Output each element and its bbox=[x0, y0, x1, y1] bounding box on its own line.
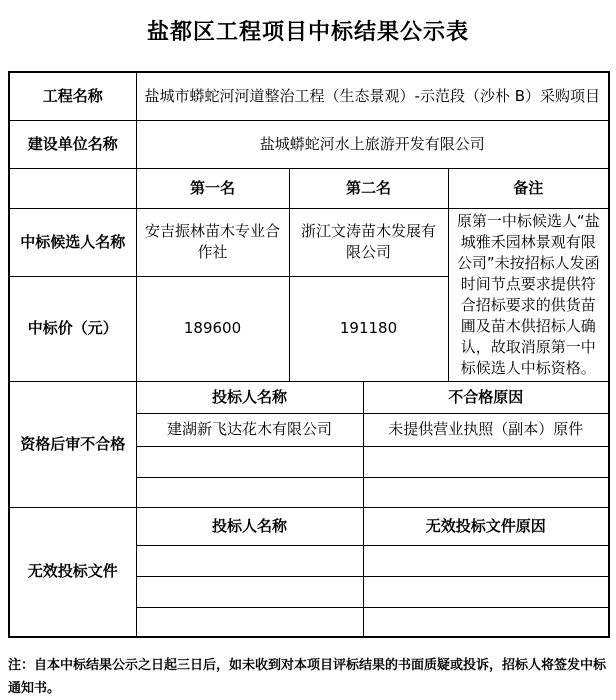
price-label: 中标价（元） bbox=[9, 276, 136, 381]
footer-note: 注：自本中标结果公示之日起三日后，如未收到对本项目评标结果的书面质疑或投诉，招标人将签发中标通知书。 bbox=[8, 658, 607, 696]
candidate-second-value: 浙江文涛苗木发展有限公司 bbox=[289, 208, 448, 276]
ib-reason-header: 无效投标文件原因 bbox=[363, 507, 609, 545]
ib-bidder-value bbox=[136, 545, 363, 576]
table-row bbox=[9, 381, 609, 413]
second-place-header: 第二名 bbox=[289, 168, 448, 208]
owner-value: 盐城蟒蛇河水上旅游开发有限公司 bbox=[136, 120, 609, 168]
ib-reason-value bbox=[363, 545, 609, 576]
first-place-header: 第一名 bbox=[136, 168, 289, 208]
ib-reason-value bbox=[363, 576, 609, 607]
owner-label: 建设单位名称 bbox=[9, 120, 136, 168]
table-row bbox=[9, 208, 609, 276]
pq-reason-header: 不合格原因 bbox=[363, 381, 609, 413]
page-title: 盐都区工程项目中标结果公示表 bbox=[146, 20, 469, 45]
table-row bbox=[9, 120, 609, 168]
remark-header: 备注 bbox=[448, 168, 609, 208]
project-name-label: 工程名称 bbox=[9, 72, 136, 120]
pq-reason-value bbox=[363, 446, 609, 477]
ib-bidder-value bbox=[136, 576, 363, 607]
ib-reason-value bbox=[363, 607, 609, 637]
empty-corner-cell bbox=[9, 168, 136, 208]
price-first-value: 189600 bbox=[136, 276, 289, 381]
table-row bbox=[9, 72, 609, 120]
table-row bbox=[9, 507, 609, 545]
price-second-value: 191180 bbox=[289, 276, 448, 381]
project-name-value: 盐城市蟒蛇河河道整治工程（生态景观）-示范段（沙朴 B）采购项目 bbox=[136, 72, 609, 120]
pq-bidder-value: 建湖新飞达花木有限公司 bbox=[136, 413, 363, 446]
pq-bidder-value bbox=[136, 477, 363, 507]
pq-bidder-value bbox=[136, 446, 363, 477]
candidates-label: 中标候选人名称 bbox=[9, 208, 136, 276]
bid-results-table bbox=[8, 71, 610, 638]
post-qualification-label: 资格后审不合格 bbox=[9, 381, 136, 507]
pq-reason-value: 未提供营业执照（副本）原件 bbox=[363, 413, 609, 446]
ib-bidder-header: 投标人名称 bbox=[136, 507, 363, 545]
ib-bidder-value bbox=[136, 607, 363, 637]
table-row bbox=[9, 168, 609, 208]
pq-reason-value bbox=[363, 477, 609, 507]
candidate-first-value: 安吉振林苗木专业合作社 bbox=[136, 208, 289, 276]
invalid-bids-label: 无效投标文件 bbox=[9, 507, 136, 637]
remark-value: 原第一中标候选人“盐城雅禾园林景观有限公司”未按招标人发函时间节点要求提供符合招标要求的供货苗圃及苗木供招标人确认，故取消原第一中标候选人中标资格。 bbox=[448, 208, 609, 381]
pq-bidder-header: 投标人名称 bbox=[136, 381, 363, 413]
